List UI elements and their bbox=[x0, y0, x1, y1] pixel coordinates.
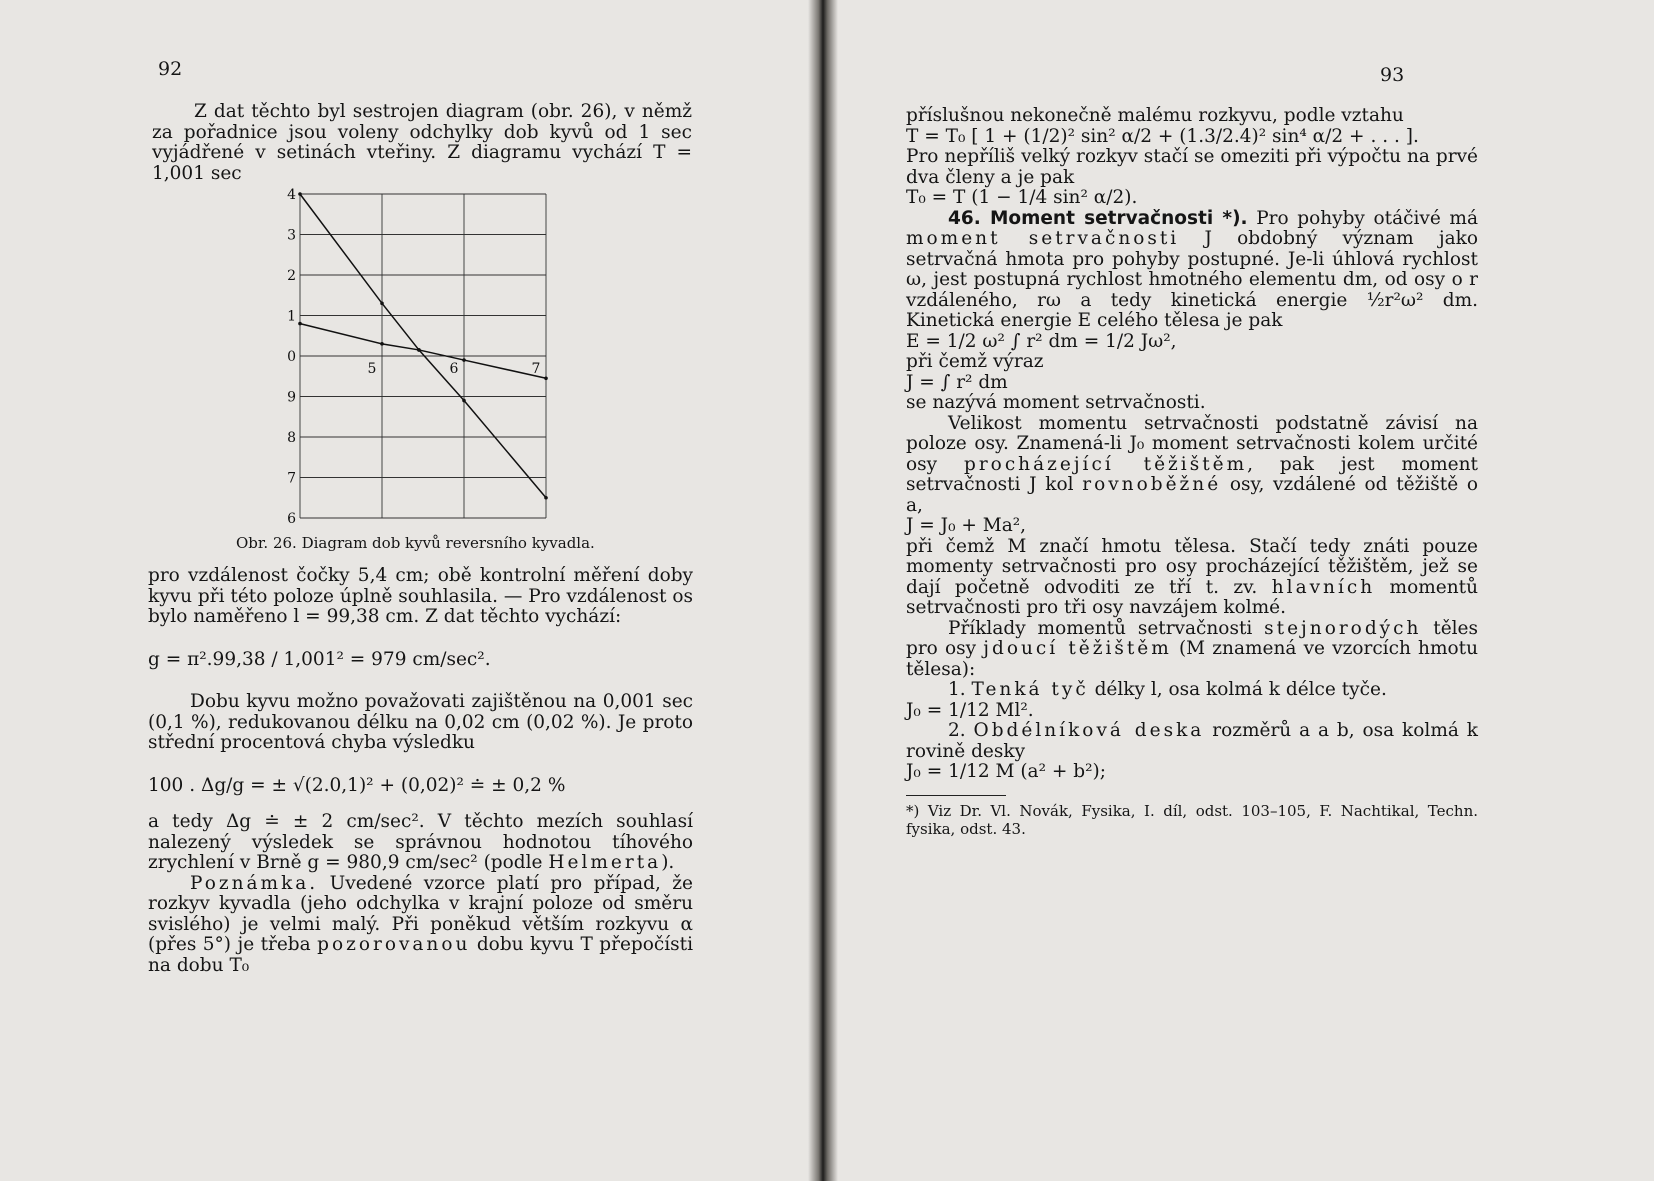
x-tick-label: 5 bbox=[367, 361, 377, 377]
data-point bbox=[544, 496, 548, 500]
left-intro-paragraph: Z dat těchto byl sestrojen diagram (obr. 26), v němž za pořadnice jsou voleny odchylky dob kyvů od 1 sec vyjádřené v setinách vteřiny. Z diagramu vychází T = 1,001 sec bbox=[152, 101, 692, 184]
formula-steiner: J = J₀ + Ma², bbox=[906, 515, 1027, 536]
right-paragraph-6: Velikost momentu setrvačnosti podstatně závisí na poloze osy. Znamená-li J₀ moment setrvačnosti kolem určité osy procházející těžištěm, pak jest moment setrvačnosti J kol rovnoběžné osy, vzdálené od těžiště o a, bbox=[906, 412, 1478, 516]
right-paragraph-2: Pro nepříliš velký rozkyv stačí se omeziti při výpočtu na prvé dva členy a je pak bbox=[906, 146, 1478, 188]
data-point bbox=[298, 192, 302, 196]
y-tick-label: 4 bbox=[287, 187, 296, 203]
right-page-number: 93 bbox=[1380, 64, 1405, 86]
series-line-1 bbox=[300, 194, 546, 498]
y-tick-label: 7 bbox=[287, 470, 296, 487]
section-46-paragraph: 46. Moment setrvačnosti *). Pro pohyby otáčivé má moment setrvačnosti J obdobný význam jako setrvačná hmota pro pohyby postupné. Je-li úhlová rychlost ω, jest postupná rychlost hmotného elementu dm, od osy o r vzdáleného, rω a tedy kinetická energie ½r²ω² dm. Kinetická energie E celého tělesa je pak bbox=[906, 207, 1478, 331]
y-tick-label: 2 bbox=[287, 268, 296, 284]
left-note-paragraph: Poznámka. Uvedené vzorce platí pro případ, že rozkyv kyvadla (jeho odchylka v krajní poloze od směru svislého) je velmi malý. Při poněkud větším rozkyvu α (přes 5°) je třeba pozorovanou dobu kyvu T přepočísti na dobu T₀ bbox=[148, 872, 693, 976]
footnote: *) Viz Dr. Vl. Novák, Fysika, I. díl, odst. 103–105, F. Nachtikal, Techn. fysika, odst. 43. bbox=[906, 801, 1478, 838]
y-tick-label: 0 bbox=[287, 349, 296, 365]
formula-error: 100 . Δg/g = ± √(2.0,1)² + (0,02)² ≐ ± 0,2 % bbox=[148, 774, 566, 796]
term-moment-setrvacnosti: moment setrvačnosti bbox=[906, 228, 1180, 249]
formula-kinetic-energy: E = 1/2 ω² ∫ r² dm = 1/2 Jω², bbox=[906, 330, 1177, 352]
data-point bbox=[298, 322, 302, 326]
example-plate: 2. Obdélníková deska rozměrů a a b, osa kolmá k rovině desky bbox=[906, 720, 1478, 762]
left-paragraph-3: a tedy Δg ≐ ± 2 cm/sec². V těchto mezích souhlasí nalezený výsledek se správnou hodnotou tíhového zrychlení v Brně g = 980,9 cm/sec² (podle Helmerta). bbox=[148, 811, 693, 873]
y-tick-label: 6 bbox=[287, 511, 296, 527]
y-tick-label: 9 bbox=[287, 389, 296, 406]
data-point bbox=[462, 399, 466, 403]
example-rod: 1. Tenká tyč délky l, osa kolmá k délce tyče. bbox=[948, 679, 1387, 700]
section-heading: 46. Moment setrvačnosti *). bbox=[948, 207, 1248, 229]
left-paragraph-2: Dobu kyvu možno považovati zajištěnou na 0,001 sec (0,1 %), redukovanou délku na 0,02 cm (0,02 %). Je proto střední procentová chyba výsledku bbox=[148, 691, 693, 753]
data-point bbox=[462, 358, 466, 362]
left-body-column bbox=[148, 566, 693, 976]
formula-reduced-period: T₀ = T (1 − 1/4 sin² α/2). bbox=[906, 187, 1138, 208]
series-line-2 bbox=[300, 324, 546, 379]
data-point bbox=[380, 342, 384, 346]
footnote-rule bbox=[906, 795, 1006, 796]
right-paragraph-7: při čemž M značí hmotu tělesa. Stačí tedy znáti pouze momenty setrvačnosti pro osy procházející těžištěm, jež se dají početně odvoditi ze tří t. zv. hlavních momentů setrvačnosti pro tři osy navzájem kolmé. bbox=[906, 535, 1478, 618]
x-tick-label: 6 bbox=[449, 361, 459, 377]
note-label: Poznámka. bbox=[190, 872, 319, 894]
right-paragraph-8: Příklady momentů setrvačnosti stejnorodých těles pro osy jdoucí těžištěm (M znamená ve vzorcích hmotu tělesa): bbox=[906, 617, 1479, 680]
formula-g: g = π².99,38 / 1,001² = 979 cm/sec². bbox=[148, 648, 491, 670]
pendulum-period-diagram bbox=[280, 172, 570, 532]
book-gutter bbox=[808, 0, 838, 1181]
formula-period-series: T = T₀ [ 1 + (1/2)² sin² α/2 + (1.3/2.4)² sin⁴ α/2 + . . . ]. bbox=[906, 125, 1419, 147]
figure-caption: Obr. 26. Diagram dob kyvů reversního kyvadla. bbox=[236, 534, 595, 552]
y-tick-label: 1 bbox=[287, 308, 296, 325]
formula-plate: J₀ = 1/12 M (a² + b²); bbox=[906, 761, 1106, 782]
right-paragraph-5: se nazývá moment setrvačnosti. bbox=[906, 392, 1206, 413]
y-tick-label: 8 bbox=[287, 430, 296, 446]
formula-moment-definition: J = ∫ r² dm bbox=[906, 371, 1008, 393]
right-paragraph-1: příslušnou nekonečně malému rozkyvu, podle vztahu bbox=[906, 105, 1404, 126]
x-tick-label: 7 bbox=[531, 361, 541, 377]
left-paragraph-1: pro vzdálenost čočky 5,4 cm; obě kontrolní měření doby kyvu při této poloze úplně souhlasila. — Pro vzdálenost os bylo naměřeno l = 99,38 cm. Z dat těchto vychází: bbox=[148, 565, 693, 627]
right-paragraph-4: při čemž výraz bbox=[906, 351, 1044, 372]
name-helmert: Helmerta bbox=[548, 852, 662, 873]
left-page-number: 92 bbox=[158, 58, 183, 80]
data-point bbox=[544, 376, 548, 380]
y-tick-label: 3 bbox=[287, 227, 296, 244]
formula-rod: J₀ = 1/12 Ml². bbox=[906, 699, 1034, 721]
data-point bbox=[380, 302, 384, 306]
data-point bbox=[417, 348, 421, 352]
note-spaced-word: pozorovanou bbox=[317, 934, 471, 955]
right-body-column bbox=[906, 106, 1478, 838]
